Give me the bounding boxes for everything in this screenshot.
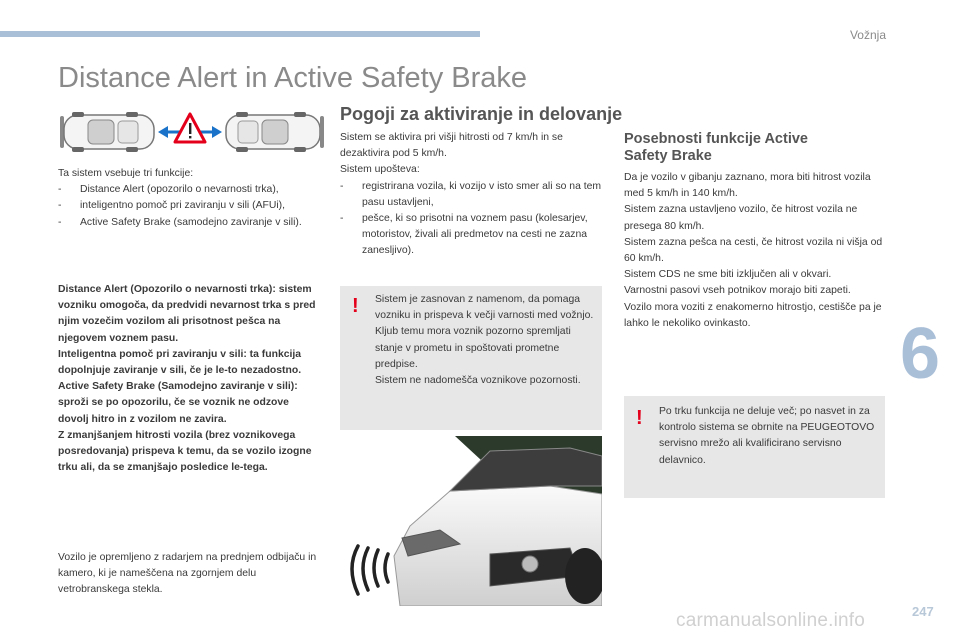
functions-section (58, 166, 324, 231)
warning-text (375, 292, 599, 389)
exclamation-mark-icon: ! (352, 295, 359, 317)
description-distance-alert: Distance Alert (Opozorilo o nevarnosti trka): sistem vozniku omogoča, da predvidi nevarnost trka s pred njim vozečim vozilom ali prisotnost pešca na njegovem voznem pasu. (58, 284, 316, 344)
description-active-safety-brake: Active Safety Brake (Samodejno zaviranje v sili): sproži se po opozorilu, če se voznik ne odzove dovolj hitro in z vozilom ne zavira. (58, 381, 298, 425)
equipment-note (58, 550, 320, 599)
page-title: Distance Alert in Active Safety Brake (58, 62, 528, 94)
rear-car-icon (60, 112, 154, 152)
paragraph: Vozilo mora voziti z enakomerno hitrostjo, cestišče pa je lahko le nekoliko ovinkasto. (624, 301, 882, 329)
activation-section (340, 130, 602, 260)
warning-box-system (340, 286, 602, 430)
list-item: - Active Safety Brake (samodejno zaviranje v sili). (58, 215, 324, 231)
list-item: - pešce, ki so prisotni na voznem pasu (kolesarjev, motoristov, živali ali predmetov na cesti ne zazna zanesljivo). (340, 211, 602, 260)
page-number: 247 (912, 604, 934, 619)
functions-intro: Ta sistem vsebuje tri funkcije: (58, 168, 194, 179)
warning-line: Sistem ne nadomešča voznikove pozornosti. (375, 375, 581, 387)
active-safety-brake-heading: Posebnosti funkcije Active Safety Brake (624, 131, 808, 164)
description-emergency-braking-assist: Inteligentna pomoč pri zaviranju v sili: ta funkcija dopolnjuje zaviranje v sili, če je le-to nezadostno. (58, 348, 302, 377)
header-accent-bar (0, 31, 480, 37)
paragraph: Varnostni pasovi vseh potnikov morajo biti zapeti. (624, 285, 851, 297)
equipment-note-text: Vozilo je opremljeno z radarjem na prednjem odbijaču in kamero, ki je nameščena na zgornjem delu vetrobranskega stekla. (58, 552, 317, 596)
list-item: - Distance Alert (opozorilo o nevarnosti trka), (58, 182, 324, 198)
active-safety-brake-section (624, 170, 886, 332)
section-name: Vožnja (849, 28, 886, 42)
function-descriptions (58, 282, 320, 476)
collision-warning-illustration (58, 106, 326, 158)
warning-box-after-collision (624, 396, 885, 498)
warning-line: Kljub temu mora voznik pozorno spremljati stanje v prometu in spoštovati prometne predpise. (375, 326, 571, 370)
list-item: - registrirana vozila, ki vozijo v isto smer ali so na tem pasu ustavljeni, (340, 179, 602, 211)
paragraph: Da je vozilo v gibanju zaznano, mora biti hitrost vozila med 5 km/h in 140 km/h. (624, 172, 871, 200)
functions-list (58, 182, 324, 231)
paragraph: Sistem zazna pešca na cesti, če hitrost vozila ni višja od 60 km/h. (624, 236, 883, 265)
activation-text: Sistem se aktivira pri višji hitrosti od 7 km/h in se dezaktivira pod 5 km/h. (340, 132, 563, 160)
front-car-icon (226, 112, 324, 152)
chapter-number: 6 (899, 314, 940, 394)
brand-logo (522, 556, 538, 572)
windshield (450, 448, 602, 491)
paragraph: Sistem zazna ustavljeno vozilo, če hitrost vozila ne presega 80 km/h. (624, 204, 858, 232)
activation-heading: Pogoji za aktiviranje in delovanje (340, 104, 623, 124)
warning-text: Po trku funkcija ne deluje več; po nasvet in za kontrolo sistema se obrnite na PEUGEOTOVO servisno mrežo ali kvalificirano servisno delavnico. (659, 406, 875, 466)
exclamation-mark-icon: ! (636, 407, 643, 429)
paragraph: Sistem CDS ne sme biti izključen ali v okvari. (624, 269, 832, 281)
description-speed-reduction: Z zmanjšanjem hitrosti vozila (brez voznikovega posredovanja) prispeva k temu, da se vozilo izogne trku ali, da se zmanjšajo posledice le-tega. (58, 429, 312, 474)
considers-list (340, 179, 602, 260)
car-radar-illustration (340, 436, 602, 606)
list-item: - inteligentno pomoč pri zaviranju v sili (AFUi), (58, 198, 324, 214)
warning-triangle-icon (175, 114, 205, 142)
radar-wave-icon (352, 546, 388, 594)
warning-line: Sistem je zasnovan z namenom, da pomaga vozniku in prispeva k večji varnosti med vožnjo. (375, 294, 594, 322)
watermark: carmanualsonline.info (676, 610, 866, 631)
considers-label: Sistem upošteva: (340, 164, 420, 176)
